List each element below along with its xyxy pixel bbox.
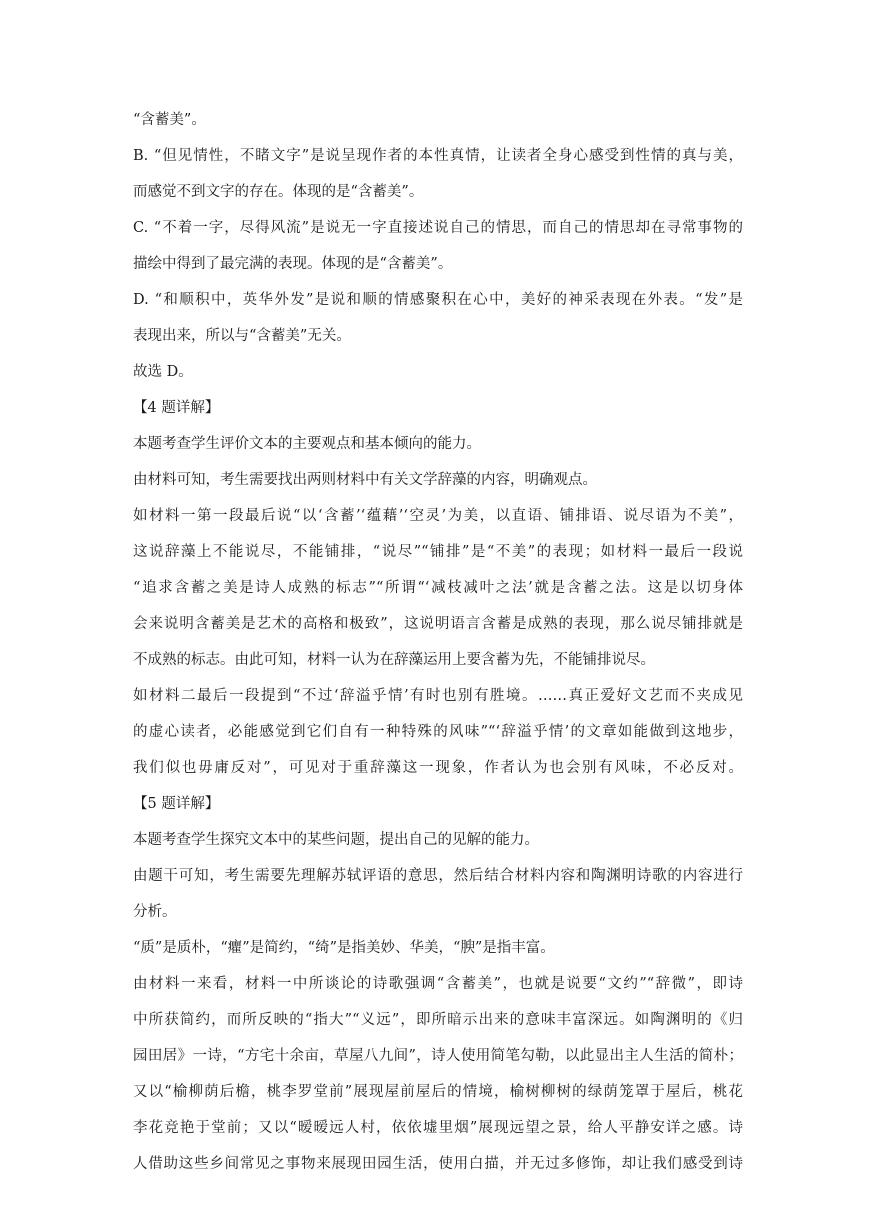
- text-line: 园田居》一诗，“方宅十余亩，草屋八九间”，诗人使用简笔勾勒，以此显出主人生活的简朴；: [133, 1048, 743, 1064]
- text-line: 表现出来，所以与“含蓄美”无关。: [133, 328, 351, 344]
- text-line: 而感觉不到文字的存在。体现的是“含蓄美”。: [133, 184, 424, 200]
- text-line: 描绘中得到了最完满的表现。体现的是“含蓄美”。: [133, 256, 453, 272]
- text-line: 不成熟的标志。由此可知，材料一认为在辞藻运用上要含蓄为先，不能铺排说尽。: [133, 652, 655, 668]
- text-line: B. “但见情性，不睹文字”是说呈现作者的本性真情，让读者全身心感受到性情的真与美，: [133, 148, 743, 164]
- text-line: C. “不着一字，尽得风流”是说无一字直接述说自己的情思，而自己的情思却在寻常事物的: [133, 220, 743, 236]
- text-line: 本题考查学生探究文本中的某些问题，提出自己的见解的能力。: [133, 832, 539, 848]
- section-heading: 【4 题详解】: [133, 400, 220, 416]
- text-line: “追求含蓄之美是诗人成熟的标志”“所谓“‘减枝减叶之法’就是含蓄之法。这是以切身体: [133, 580, 743, 596]
- text-line: 如材料二最后一段提到“不过‘辞溢乎情’有时也别有胜境。……真正爱好文艺而不夹成见: [133, 688, 743, 704]
- text-line: “含蓄美”。: [133, 112, 206, 128]
- text-line: 如材料一第一段最后说“以‘含蓄’‘蕴藉’‘空灵’为美，以直语、铺排语、说尽语为不美”，: [133, 508, 743, 524]
- text-line: 故选 D。: [133, 364, 193, 380]
- text-line: 这说辞藻上不能说尽，不能铺排，“说尽”“铺排”是“不美”的表现；如材料一最后一段说: [133, 544, 743, 560]
- text-line: “质”是质朴，“癯”是简约，“绮”是指美妙、华美，“腴”是指丰富。: [133, 940, 555, 956]
- text-line: 分析。: [133, 904, 177, 920]
- section-heading: 【5 题详解】: [133, 796, 220, 812]
- text-line: 的虚心读者，必能感觉到它们自有一种特殊的风味”“‘辞溢乎情’的文章如能做到这地步，: [133, 724, 743, 740]
- text-line: 由题干可知，考生需要先理解苏轼评语的意思，然后结合材料内容和陶渊明诗歌的内容进行: [133, 868, 743, 884]
- text-line: 李花竞艳于堂前；又以“暧暧远人村，依依墟里烟”展现远望之景，给人平静安详之感。诗: [133, 1120, 743, 1136]
- text-line: 人借助这些乡间常见之事物来展现田园生活，使用白描，并无过多修饰，却让我们感受到诗: [133, 1156, 743, 1172]
- text-line: 会来说明含蓄美是艺术的高格和极致”，这说明语言含蓄是成熟的表现，那么说尽铺排就是: [133, 616, 743, 632]
- text-line: 又以“榆柳荫后檐，桃李罗堂前”展现屋前屋后的情境，榆树柳树的绿荫笼罩于屋后，桃花: [133, 1084, 743, 1100]
- text-line: D. “和顺积中，英华外发”是说和顺的情感聚积在心中，美好的神采表现在外表。“发”是: [133, 292, 743, 308]
- text-line: 我们似也毋庸反对”，可见对于重辞藻这一现象，作者认为也会别有风味，不必反对。: [133, 760, 743, 776]
- text-line: 由材料可知，考生需要找出两则材料中有关文学辞藻的内容，明确观点。: [133, 472, 597, 488]
- text-line: 中所获简约，而所反映的“指大”“义远”，即所暗示出来的意味丰富深远。如陶渊明的《归: [133, 1012, 743, 1028]
- text-line: 本题考查学生评价文本的主要观点和基本倾向的能力。: [133, 436, 481, 452]
- text-line: 由材料一来看，材料一中所谈论的诗歌强调“含蓄美”，也就是说要“文约”“辞微”，即诗: [133, 976, 743, 992]
